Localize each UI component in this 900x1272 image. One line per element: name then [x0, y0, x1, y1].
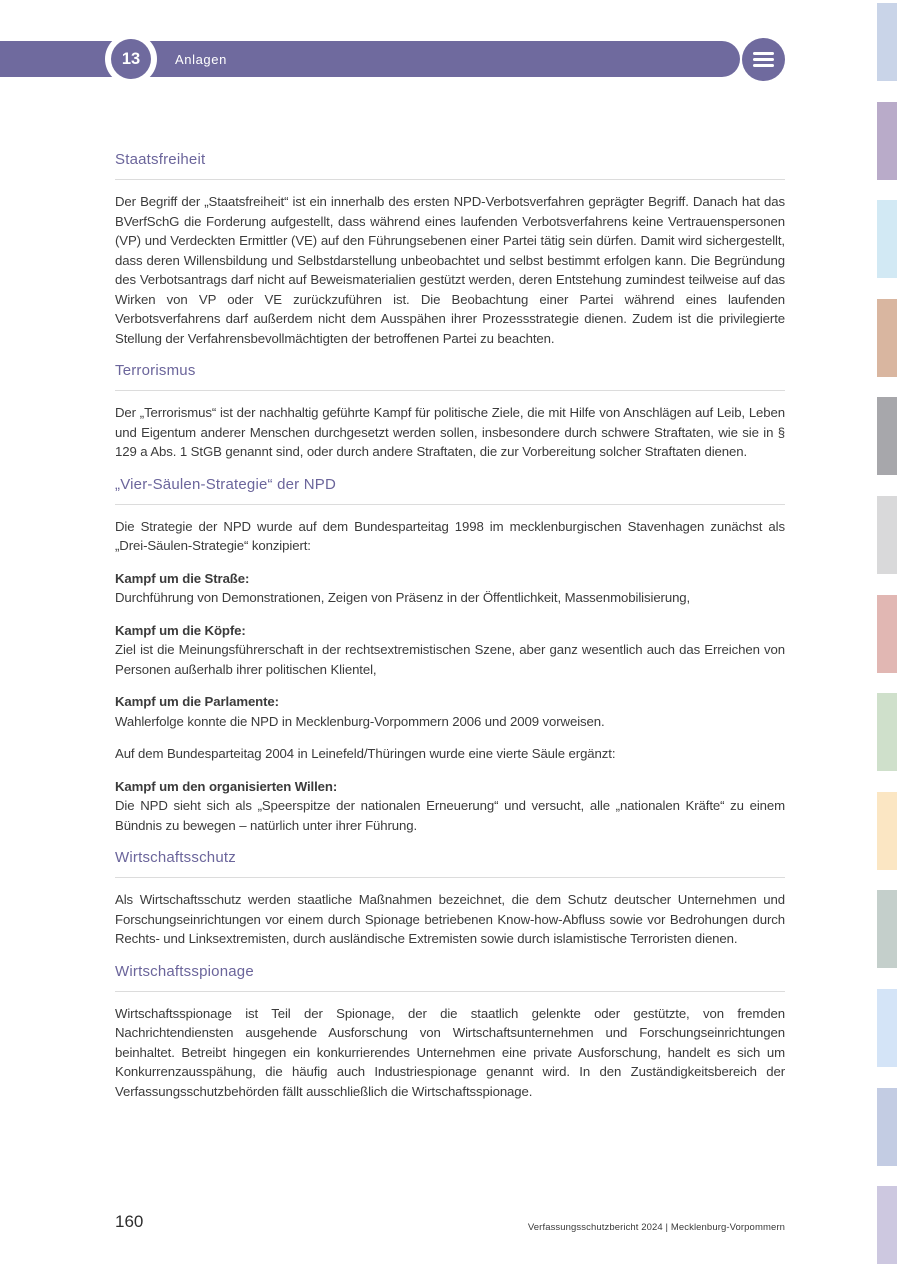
section-wirtschaftsspionage — [115, 962, 785, 1102]
section-wirtschaftsschutz — [115, 848, 785, 949]
paragraph-label: Kampf um die Köpfe: — [115, 622, 246, 638]
paragraph — [115, 744, 785, 764]
paragraph-text: Die Strategie der NPD wurde auf dem Bundesparteitag 1998 im mecklenburgischen Stavenhagen zunächst als „Drei-Säulen-Strategie“ konzipiert: — [115, 518, 785, 553]
section-vier-saeulen-strategie — [115, 475, 785, 836]
paragraph — [115, 192, 785, 348]
thumb-tab-3 — [877, 200, 897, 278]
paragraph-text: Als Wirtschaftsschutz werden staatliche Maßnahmen bezeichnet, die dem Schutz deutscher Unternehmen und Forschungseinrichtungen vor einem durch Spionage betriebenen Know-how-Abfluss sowie vor Bedrohungen durch Rechts- und Linksextremisten, durch ausländische Extremisten sowie durch islamistische Terroristen dienen. — [115, 892, 785, 946]
thumb-tab-6 — [877, 496, 897, 574]
thumb-tab-2 — [877, 102, 897, 180]
paragraph-text: Ziel ist die Meinungsführerschaft in der rechtsextremistischen Szene, aber ganz wesentlich auch das Erreichen von Personen außerhalb ihrer politischen Klientel, — [115, 642, 785, 677]
labeled-paragraph — [115, 621, 785, 680]
section-terrorismus — [115, 361, 785, 462]
labeled-paragraph — [115, 569, 785, 608]
thumb-tab-1 — [877, 3, 897, 81]
footer-report-title: Verfassungsschutzbericht 2024 | Mecklenburg-Vorpommern — [527, 1222, 785, 1233]
section-heading-vier-saeulen-strategie: „Vier-Säulen-Strategie“ der NPD — [115, 475, 785, 505]
thumb-tab-9 — [877, 792, 897, 870]
paragraph-text: Der „Terrorismus“ ist der nachhaltig geführte Kampf für politische Ziele, die mit Hilfe von Anschlägen auf Leib, Leben und Eigentum anderer Menschen durchgesetzt werden sollen, insbesondere durch schwere Straftaten, wie sie in § 129 a Abs. 1 StGB genannt sind, oder durch andere Straftaten, die zur Vorbereitung solcher Straftaten dienen. — [115, 405, 785, 459]
section-heading-terrorismus: Terrorismus — [115, 361, 785, 391]
labeled-paragraph — [115, 692, 785, 731]
chapter-number-badge — [105, 33, 157, 85]
paragraph-text: Wahlerfolge konnte die NPD in Mecklenburg-Vorpommern 2006 und 2009 vorweisen. — [115, 713, 605, 729]
paragraph — [115, 890, 785, 949]
paragraph-label: Kampf um den organisierten Willen: — [115, 778, 338, 794]
thumb-tab-12 — [877, 1088, 897, 1166]
paragraph-text: Der Begriff der „Staatsfreiheit“ ist ein innerhalb des ersten NPD-Verbotsverfahren geprägter Begriff. Danach hat das BVerfSchG die Forderung aufgestellt, dass während eines laufenden Verbotsverfahrens keine Vertrauenspersonen (VP) und Verdeckten Ermittler (VE) auf den Führungsebenen einer Partei tätig sein dürfen. Damit wird sichergestellt, dass deren Willensbildung und Selbstdarstellung unbeobachtet und selbst bestimmt erfolgen kann. Die Begründung des Verbotsantrags darf nicht auf Beweismaterialien gestützt werden, deren Entstehung zumindest teilweise auf das Wirken von VP oder VE zurückzuführen ist. Die Beobachtung einer Partei während eines laufenden Verbotsverfahrens darf außerdem nicht dem Ausspähen ihrer Prozessstrategie dienen. Zudem ist die privilegierte Stellung der Verfahrensbevollmächtigten der betroffenen Partei zu beachten. — [115, 194, 785, 346]
paragraph — [115, 403, 785, 462]
paragraph-text: Wirtschaftsspionage ist Teil der Spionage, der die staatlich gelenkte oder gestützte, von fremden Nachrichtendiensten ausgehende Ausforschung von Wirtschaftsunternehmen und Forschungseinrichtungen beinhaltet. Betreibt hingegen ein konkurrierendes Unternehmen eine private Ausforschung, handelt es sich um Konkurrenzausspähung, die häufig auch Industriespionage genannt wird. In den Zuständigkeitsbereich der Verfassungsschutzbehörden fällt ausschließlich die Wirtschaftsspionage. — [115, 1005, 785, 1099]
thumb-tab-4 — [877, 299, 897, 377]
thumb-tab-7 — [877, 595, 897, 673]
paragraph-text: Die NPD sieht sich als „Speerspitze der nationalen Erneuerung“ und versucht, alle „nationalen Kräfte“ zu einem Bündnis zu bewegen – natürlich unter ihrer Führung. — [115, 798, 785, 833]
labeled-paragraph — [115, 777, 785, 836]
paragraph-label: Kampf um die Straße: — [115, 570, 250, 586]
paragraph-text: Auf dem Bundesparteitag 2004 in Leinefeld/Thüringen wurde eine vierte Säule ergänzt: — [115, 746, 616, 761]
page-number: 160 — [115, 1212, 144, 1231]
paragraph-label: Kampf um die Parlamente: — [115, 694, 279, 709]
thumb-tab-10 — [877, 890, 897, 968]
thumb-tab-5 — [877, 397, 897, 475]
section-heading-staatsfreiheit: Staatsfreiheit — [115, 150, 785, 180]
thumb-tab-8 — [877, 693, 897, 771]
paragraph — [115, 1004, 785, 1102]
thumb-tab-11 — [877, 989, 897, 1067]
section-heading-wirtschaftsspionage: Wirtschaftsspionage — [115, 962, 785, 992]
section-heading-wirtschaftsschutz: Wirtschaftsschutz — [115, 848, 785, 878]
chapter-title: Anlagen — [175, 51, 227, 67]
chapter-number: 13 — [111, 39, 151, 79]
section-staatsfreiheit — [115, 150, 785, 348]
thumb-tab-13 — [877, 1186, 897, 1264]
glossary-content — [115, 0, 785, 1114]
paragraph — [115, 517, 785, 556]
paragraph-text: Durchführung von Demonstrationen, Zeigen von Präsenz in der Öffentlichkeit, Massenmobilisierung, — [115, 590, 691, 605]
